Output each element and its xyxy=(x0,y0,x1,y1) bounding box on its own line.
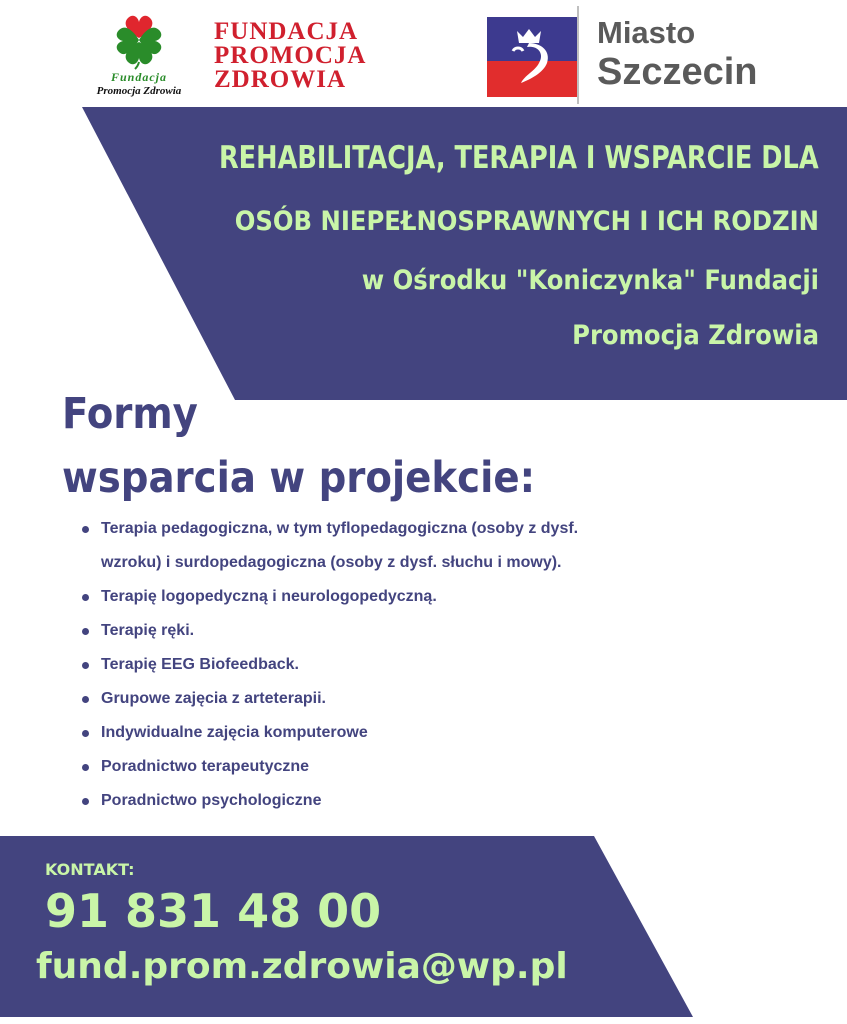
bullet-icon xyxy=(82,594,89,601)
contact-phone[interactable]: 91 831 48 00 xyxy=(45,884,382,938)
list-item xyxy=(80,716,700,750)
foundation-name-line: ZDROWIA xyxy=(214,66,347,93)
foundation-name-line: PROMOCJA xyxy=(214,42,367,69)
list-item xyxy=(80,614,700,648)
list-item xyxy=(80,784,700,818)
list-item-text: Indywidualne zajęcia komputerowe xyxy=(101,724,368,741)
support-heading-line: Formy xyxy=(62,389,198,439)
szczecin-griffin-icon xyxy=(487,17,577,97)
bullet-icon xyxy=(82,696,89,703)
foundation-logo xyxy=(80,10,198,96)
list-item-text: Terapię logopedyczną i neurologopedyczną. xyxy=(101,588,437,605)
banner-subtitle-line: w Ośrodku "Koniczynka" Fundacji xyxy=(361,265,819,296)
support-heading-line: wsparcia w projekcie: xyxy=(62,453,536,503)
bullet-icon xyxy=(82,662,89,669)
list-item-text: Poradnictwo psychologiczne xyxy=(101,792,322,809)
list-item-text: Terapię ręki. xyxy=(101,622,195,639)
list-item xyxy=(80,682,700,716)
list-item-text: Terapię EEG Biofeedback. xyxy=(101,656,299,673)
foundation-logo-caption-1: Fundacja xyxy=(110,70,167,84)
list-item-text: Grupowe zajęcia z arteterapii. xyxy=(101,690,326,707)
header-divider xyxy=(577,6,579,104)
list-item xyxy=(80,580,700,614)
bullet-icon xyxy=(82,526,89,533)
list-item-text: wzroku) i surdopedagogiczna (osoby z dysf. słuchu i mowy). xyxy=(101,554,562,571)
list-item xyxy=(80,512,700,580)
banner-subtitle-line: Promocja Zdrowia xyxy=(572,320,819,351)
banner-title-line: REHABILITACJA, TERAPIA I WSPARCIE DLA xyxy=(219,140,819,176)
list-item-text: Poradnictwo terapeutyczne xyxy=(101,758,310,775)
foundation-name-line: FUNDACJA xyxy=(214,18,359,45)
city-name-line: Szczecin xyxy=(597,51,758,93)
contact-label: KONTAKT: xyxy=(45,860,135,879)
bullet-icon xyxy=(82,764,89,771)
list-item xyxy=(80,648,700,682)
list-item xyxy=(80,750,700,784)
bullet-icon xyxy=(82,628,89,635)
support-heading xyxy=(62,382,535,510)
city-name xyxy=(597,15,758,93)
contact-email[interactable]: fund.prom.zdrowia@wp.pl xyxy=(36,946,568,987)
support-list xyxy=(80,512,700,818)
list-item-text: Terapia pedagogiczna, w tym tyflopedagogiczna (osoby z dysf. xyxy=(101,520,579,537)
bullet-icon xyxy=(82,730,89,737)
foundation-logo-caption-2: Promocja Zdrowia xyxy=(96,85,182,97)
bullet-icon xyxy=(82,798,89,805)
foundation-name xyxy=(214,20,384,92)
city-name-line: Miasto xyxy=(597,15,696,50)
banner-title-line: OSÓB NIEPEŁNOSPRAWNYCH I ICH RODZIN xyxy=(234,206,819,237)
four-leaf-clover-icon xyxy=(108,10,170,70)
